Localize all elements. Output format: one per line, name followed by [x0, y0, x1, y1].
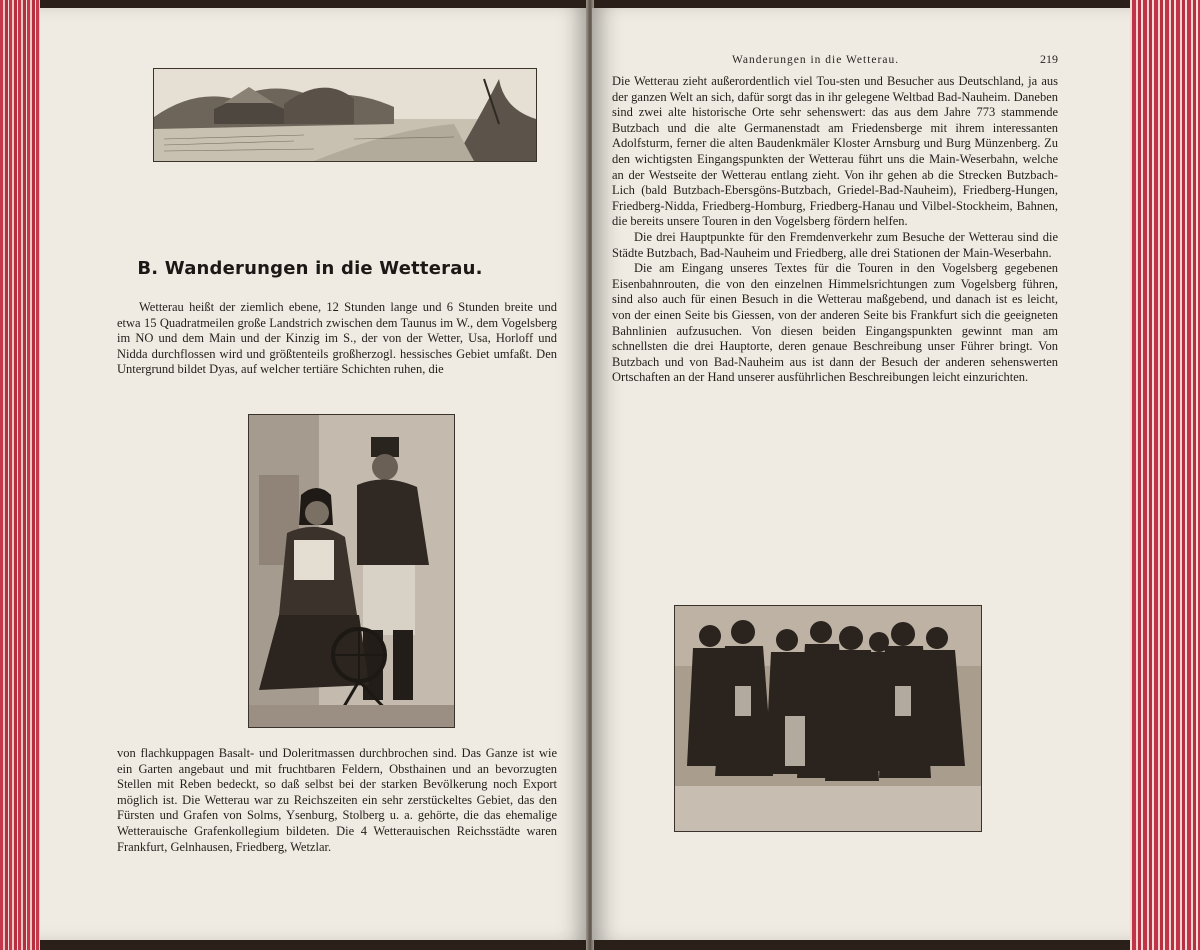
- left-page-edges: [0, 0, 40, 950]
- right-paragraph-3: Die am Eingang unseres Textes für die Touren in den Vogelsberg gegebenen Eisenbahnrouten, die von den einzelnen Himmelsrichtungen zum Vogelsberg führen, sind also auch für einen Besuch in die Wetterau maßgebend, und danach ist es leicht, von der einen Seite bis Giessen, von der anderen Seite bis Frankfurt sich die geeigneten Bahnlinien aufzusuchen. Von diesen beiden Eingangspunkten gewinnt man am schnellsten die drei Hauptorte, deren genaue Beschreibung unser Führer bringt. Von Butzbach und von Bad-Nauheim aus ist dann der Besuch der anderen sehenswerten Ortschaften an der Hand unserer ausführlichen Beschreibungen leicht einzurichten.: [612, 261, 1058, 385]
- section-heading: B. Wanderungen in die Wetterau.: [137, 258, 483, 279]
- running-head: Wanderungen in die Wetterau.: [732, 54, 900, 66]
- left-paragraph-1-block: [117, 300, 557, 378]
- left-paragraph-2: von flachkuppagen Basalt- und Doleritmassen durchbrochen sind. Das Ganze ist wie ein Garten angebaut und mit fruchtbaren Feldern, Obsthainen und an bevorzugten Stellen mit Reben bedeckt, so daß selbst bei der starken Bevölkerung noch Export möglich ist. Die Wetterau war zu Reichszeiten ein sehr zerstückeltes Gebiet, das den Fürsten und Grafen von Solms, Ysenburg, Stolberg u. a. gehörte, die das ehemalige Wetterauische Grafenkollegium bildeten. Die 4 Wetterauischen Reichsstädte waren Frankfurt, Gelnhausen, Friedberg, Wetzlar.: [117, 746, 557, 854]
- right-paragraph-1: Die Wetterau zieht außerordentlich viel Tou-sten und Besucher aus Deutschland, ja aus der ganzen Welt an sich, dafür sorgt das in ihr gelegene Weltbad Bad-Nauheim. Daneben sind zwei alte historische Orte sehr sehenswert: das aus dem Jahre 773 stammende Butzbach und die alte Germanenstadt am Friedensberge mit ihrem interessanten Adolfsturm, ferner die alten Baudenkmäler Kloster Arnsburg und Burg Münzenberg. Zu den wichtigsten Eingangspunkten der Wetterau führt uns die Main-Weserbahn, welche an der Westseite der Wetterau entlang zieht. Von ihr gehen ab die Strecken Butzbach-Lich (bald Butzbach-Ebersgöns-Butzbach, Griedel-Bad-Nauheim), Friedberg-Hungen, Friedberg-Nidda, Friedberg-Homburg, Friedberg-Hanau und Vilbel-Stockheim, Bahnen, die bereits unsere Touren in den Vogelsberg fördern helfen.: [612, 74, 1058, 229]
- page-number: 219: [1040, 52, 1058, 66]
- right-paragraph-2: Die drei Hauptpunkte für den Fremdenverkehr zum Besuche der Wetterau sind die Städte Butzbach, Bad-Nauheim und Friedberg, alle drei Stationen der Main-Weserbahn.: [612, 229, 1058, 260]
- left-paragraph-1: Wetterau heißt der ziemlich ebene, 12 Stunden lange und 6 Stunden breite und etwa 15 Quadratmeilen große Landstrich zwischen dem Taunus im W., dem Vogelsberg im NO und dem Main und der Kinzig im S., der von der Wetter, Usa, Horloff und Nidda durchflossen wird und größtenteils großherzogl. hessisches Gebiet umfaßt. Den Untergrund bildet Dyas, auf welcher tertiäre Schichten ruhen, die: [117, 300, 557, 377]
- landscape-vignette-illustration: [153, 68, 537, 162]
- right-page: [592, 8, 1130, 940]
- left-page: [40, 8, 588, 940]
- right-page-edges: [1130, 0, 1200, 950]
- left-paragraph-2-block: [117, 746, 557, 855]
- right-text-block: [612, 74, 1058, 386]
- spinning-wheel-couple-photo: [248, 414, 455, 728]
- group-in-costume-photo: [674, 605, 982, 832]
